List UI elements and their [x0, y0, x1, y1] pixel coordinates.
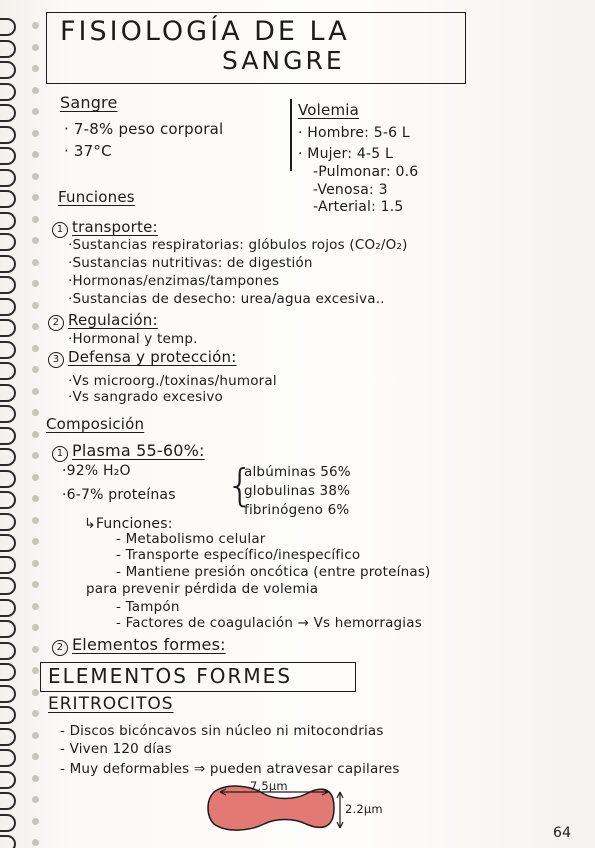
punch-hole: [32, 581, 39, 588]
punch-hole: [32, 753, 39, 760]
punch-hole: [32, 452, 39, 459]
punch-hole: [32, 409, 39, 416]
punch-hole: [32, 474, 39, 481]
punch-hole: [32, 431, 39, 438]
transporte-item: ·Sustancias respiratorias: glóbulos rojos (CO₂/O₂): [68, 237, 408, 253]
spiral-ring: [0, 685, 16, 703]
spiral-ring: [0, 40, 16, 58]
page-number: 64: [553, 825, 572, 841]
number-circle-1: 1: [52, 446, 68, 462]
plasma-funcion-item: - Mantiene presión oncótica (entre proteínas): [116, 564, 431, 580]
volemia-divider: [290, 99, 292, 171]
punch-hole: [32, 388, 39, 395]
spiral-ring: [0, 556, 16, 574]
plasma-heading: [52, 441, 205, 462]
spiral-ring: [0, 126, 16, 144]
punch-hole: [32, 194, 39, 201]
funcion-label: Regulación:: [68, 311, 158, 329]
punch-hole: [32, 259, 39, 266]
spiral-ring: [0, 728, 16, 746]
funcion-label: transporte:: [72, 218, 158, 236]
spiral-ring: [0, 534, 16, 552]
brace-symbol: {: [226, 460, 254, 511]
volemia-item: · Hombre: 5-6 L: [298, 125, 410, 141]
volemia-item: · Mujer: 4-5 L: [298, 146, 393, 162]
spiral-ring: [0, 233, 16, 251]
spiral-ring: [0, 620, 16, 638]
spiral-ring: [0, 749, 16, 767]
proteina-item: globulinas 38%: [244, 483, 351, 499]
punch-hole: [32, 603, 39, 610]
transporte-item: ·Sustancias nutritivas: de digestión: [68, 255, 313, 271]
punch-hole: [32, 796, 39, 803]
punch-hole: [32, 517, 39, 524]
plasma-funcion-item: para prevenir pérdida de volemia: [86, 581, 319, 597]
punch-hole: [32, 624, 39, 631]
punch-hole: [32, 173, 39, 180]
spiral-ring: [0, 341, 16, 359]
plasma-funciones-label: ↳Funciones:: [84, 516, 173, 532]
punch-hole: [32, 538, 39, 545]
punch-hole: [32, 216, 39, 223]
punch-hole: [32, 646, 39, 653]
volemia-sub-item: -Arterial: 1.5: [313, 199, 404, 215]
punch-hole: [32, 775, 39, 782]
volemia-heading: Volemia: [298, 101, 360, 119]
spiral-ring: [0, 427, 16, 445]
funcion-transporte: [52, 218, 158, 238]
punch-hole: [32, 280, 39, 287]
spiral-ring: [0, 599, 16, 617]
spiral-ring: [0, 835, 16, 848]
plasma-funcion-item: - Tampón: [116, 599, 180, 615]
eritrocitos-heading: ERITROCITOS: [48, 694, 174, 714]
page-title-line2: SANGRE: [222, 46, 345, 75]
spiral-ring: [0, 190, 16, 208]
punch-hole: [32, 366, 39, 373]
spiral-ring: [0, 61, 16, 79]
punch-hole: [32, 818, 39, 825]
punch-hole: [32, 302, 39, 309]
plasma-funcion-item: - Factores de coagulación → Vs hemorragias: [116, 615, 422, 631]
punch-hole: [32, 87, 39, 94]
spiral-ring: [0, 814, 16, 832]
funcion-label: Defensa y protección:: [68, 348, 237, 366]
plasma-funcion-item: - Transporte específico/inespecífico: [116, 547, 361, 563]
number-circle-2: 2: [48, 315, 64, 331]
punch-hole: [32, 732, 39, 739]
plasma-proteinas: ·6-7% proteínas: [62, 487, 176, 503]
spiral-ring: [0, 577, 16, 595]
punch-hole: [32, 710, 39, 717]
punch-hole: [32, 323, 39, 330]
spiral-ring: [0, 319, 16, 337]
spiral-ring: [0, 18, 16, 36]
funcion-defensa: [48, 348, 236, 368]
punch-hole: [32, 108, 39, 115]
spiral-ring: [0, 384, 16, 402]
spiral-ring: [0, 147, 16, 165]
spiral-ring: [0, 792, 16, 810]
transporte-item: ·Sustancias de desecho: urea/agua excesiva..: [68, 291, 385, 307]
proteina-item: fibrinógeno 6%: [244, 502, 350, 518]
spiral-ring: [0, 470, 16, 488]
volemia-sub-item: -Venosa: 3: [313, 182, 388, 198]
plasma-label: Plasma 55-60%:: [72, 441, 205, 460]
spiral-ring: [0, 513, 16, 531]
sangre-item: · 7-8% peso corporal: [64, 120, 224, 138]
elementos-heading: [52, 635, 226, 656]
punch-hole: [32, 44, 39, 51]
spiral-ring: [0, 298, 16, 316]
spiral-ring: [0, 642, 16, 660]
regulacion-item: ·Hormonal y temp.: [68, 331, 198, 347]
punch-hole: [32, 345, 39, 352]
plasma-funcion-item: - Metabolismo celular: [116, 531, 266, 547]
proteina-item: albúminas 56%: [244, 464, 351, 480]
number-circle-2: 2: [52, 640, 68, 656]
punch-hole: [32, 237, 39, 244]
volemia-sub-item: -Pulmonar: 0.6: [313, 164, 419, 180]
spiral-ring: [0, 663, 16, 681]
plasma-agua: ·92% H₂O: [62, 463, 131, 479]
punch-hole: [32, 65, 39, 72]
sangre-item: · 37°C: [64, 142, 112, 160]
punch-hole: [32, 22, 39, 29]
spiral-ring: [0, 405, 16, 423]
spiral-ring: [0, 104, 16, 122]
composicion-heading: Composición: [46, 415, 145, 433]
spiral-ring: [0, 83, 16, 101]
punch-hole: [32, 839, 39, 846]
punch-hole: [32, 151, 39, 158]
eritrocito-item: - Discos bicóncavos sin núcleo ni mitocondrias: [60, 723, 384, 739]
spiral-ring: [0, 448, 16, 466]
funcion-regulacion: [48, 311, 158, 331]
funciones-heading: Funciones: [58, 188, 135, 206]
defensa-item: ·Vs microorg./toxinas/humoral: [68, 373, 277, 389]
spiral-ring: [0, 706, 16, 724]
spiral-ring: [0, 771, 16, 789]
spiral-ring: [0, 169, 16, 187]
punch-hole: [32, 560, 39, 567]
width-label: 7.5μm: [250, 779, 288, 793]
punch-hole: [32, 130, 39, 137]
spiral-ring: [0, 212, 16, 230]
defensa-item: ·Vs sangrado excesivo: [68, 389, 224, 405]
punch-hole: [32, 495, 39, 502]
punch-hole: [32, 667, 39, 674]
spiral-ring: [0, 276, 16, 294]
sangre-heading: Sangre: [60, 93, 118, 112]
transporte-item: ·Hormonas/enzimas/tampones: [68, 273, 280, 289]
spiral-ring: [0, 362, 16, 380]
spiral-ring: [0, 255, 16, 273]
height-label: 2.2μm: [345, 802, 383, 816]
elementos-label: Elementos formes:: [72, 635, 226, 654]
number-circle-1: 1: [52, 222, 68, 238]
punch-hole: [32, 689, 39, 696]
eritrocito-item: - Muy deformables ⇒ pueden atravesar capilares: [60, 761, 400, 777]
spiral-ring: [0, 491, 16, 509]
eritrocito-item: - Viven 120 días: [60, 741, 172, 757]
page-title-line1: FISIOLOGÍA DE LA: [60, 16, 350, 47]
section-title: ELEMENTOS FORMES: [48, 664, 293, 688]
number-circle-3: 3: [48, 352, 64, 368]
